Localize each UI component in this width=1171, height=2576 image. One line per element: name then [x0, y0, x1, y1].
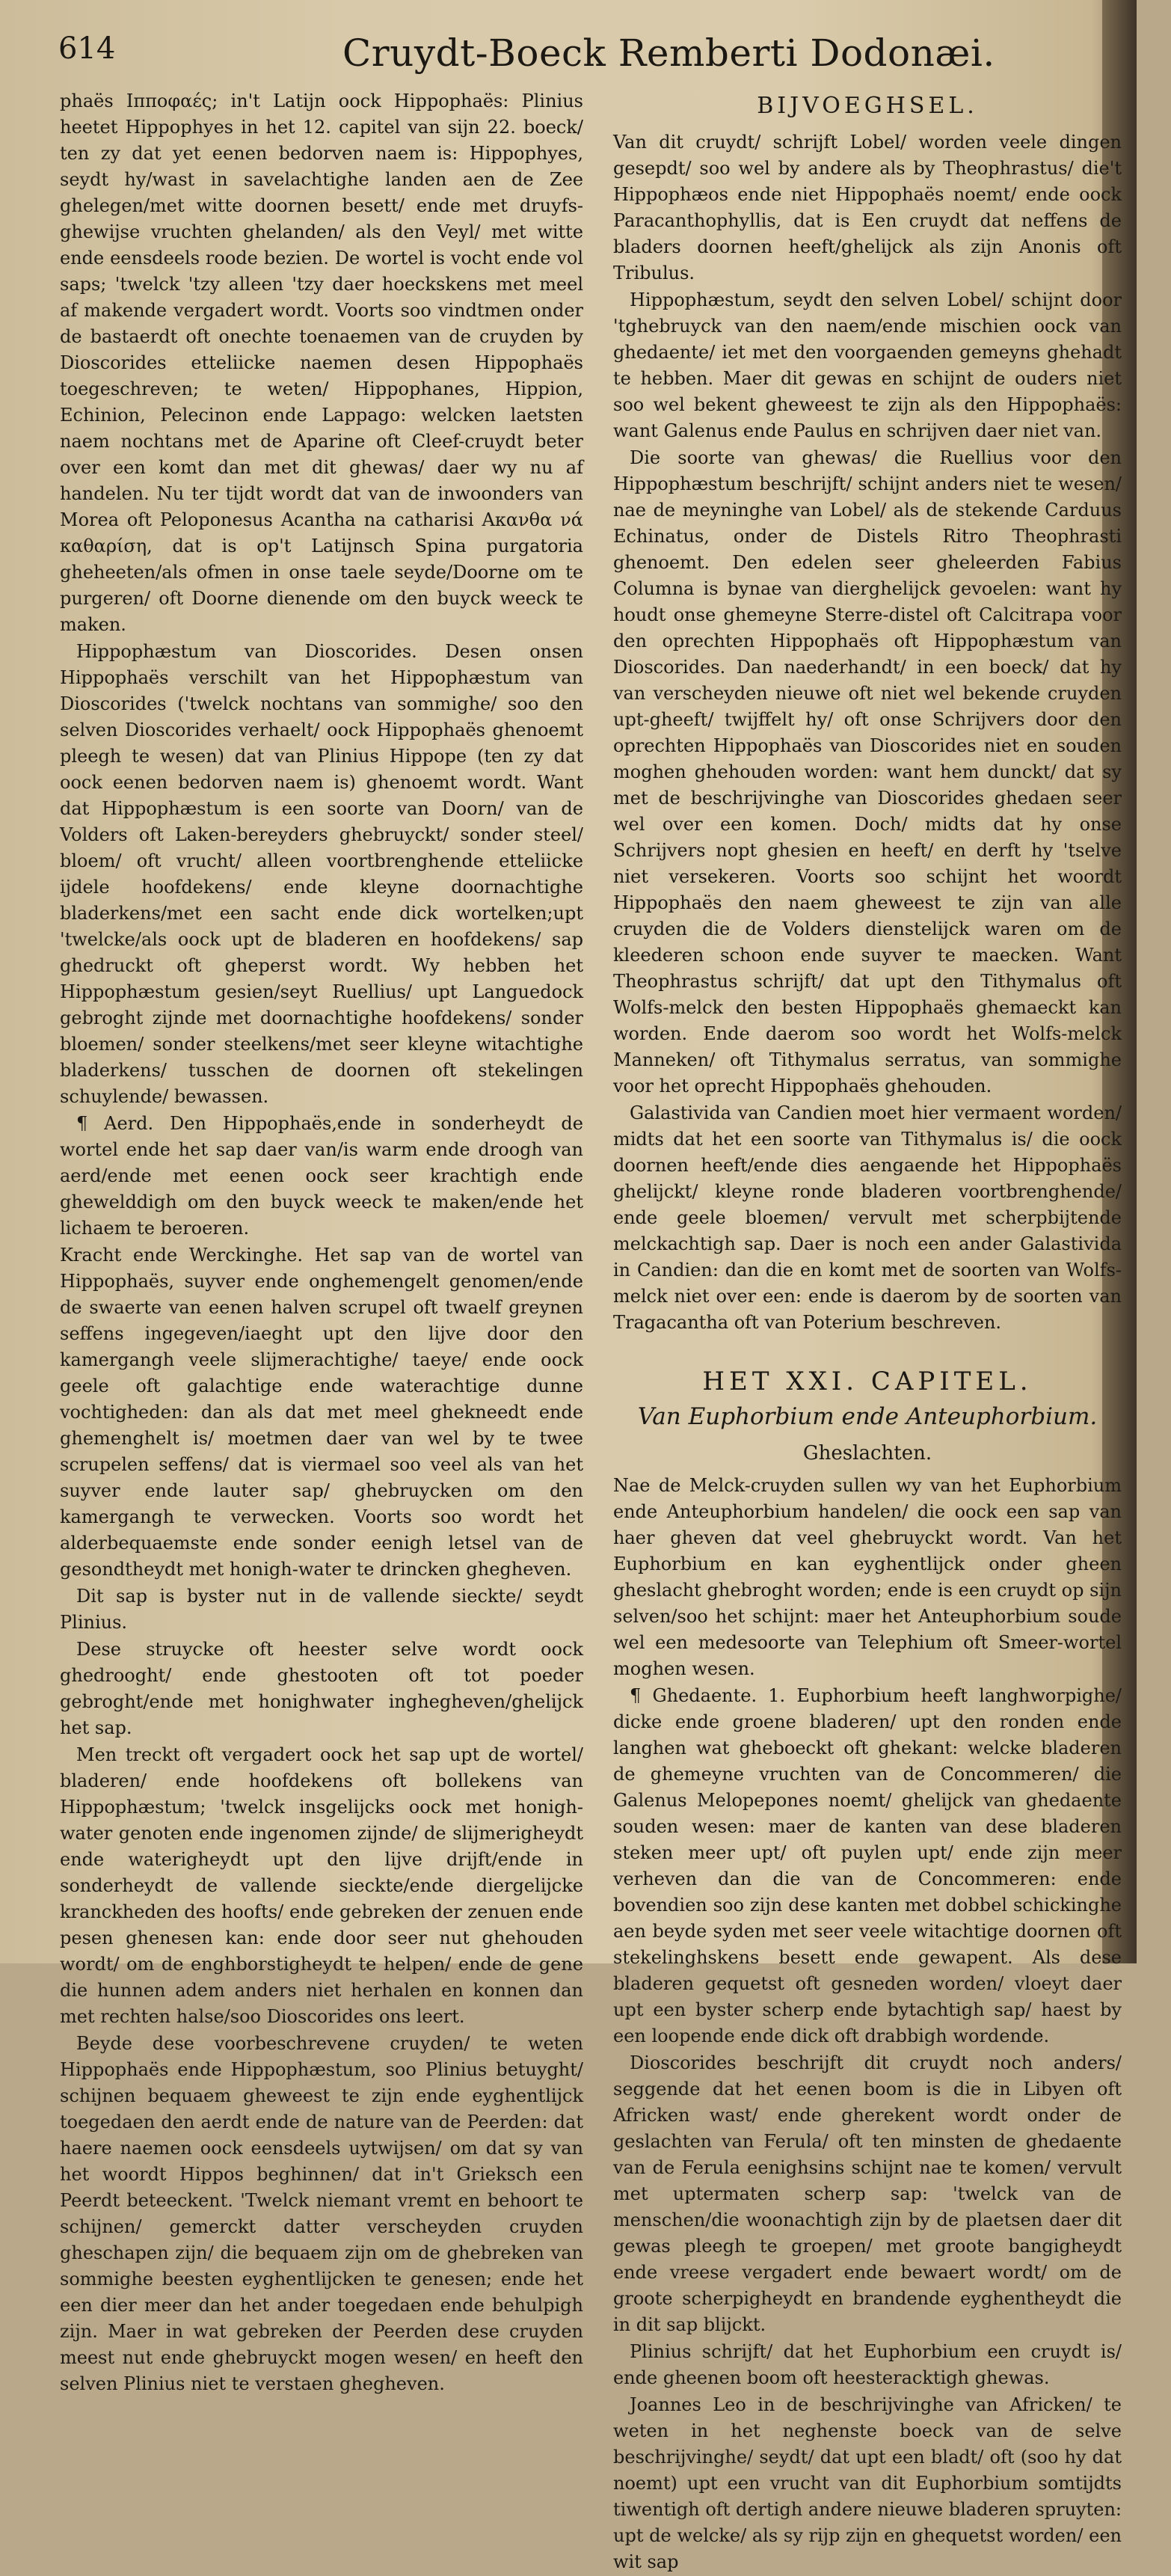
right-paragraph: Joannes Leo in de beschrijvinghe van Africken/ te weten in het neghenste boeck van de selve beschrijvinghe/ seydt/ dat upt een bladt/ oft (soo hy dat noemt) upt een vrucht van dit Euphorbium somtijdts tiwentigh oft dertigh andere nieuwe bladeren spruyten: upt de welcke/ als sy rijp zijn en ghequetst worden/ een wit sap — [613, 2394, 1122, 2572]
left-paragraph: ¶ Aerd. Den Hippophaës,ende in sonderheydt de wortel ende het sap daer van/is warm ende droogh van aerd/ende met eenen oock seer krachtigh ende ghewelddigh om den buyck weeck te maken/ende het lichaem te beroeren. — [60, 1113, 583, 1239]
right-paragraph: Plinius schrijft/ dat het Euphorbium een cruydt is/ ende gheenen boom oft heesteracktigh ghewas. — [613, 2341, 1122, 2388]
right-paragraph: Hippophæstum, seydt den selven Lobel/ schijnt door 'tghebruyck van den naem/ende mischien oock van ghedaente/ iet met den voorgaenden gemeyns ghehadt te hebben. Maer dit gewas en schijnt de ouders niet soo wel bekent gheweest te zijn als den Hippophaës: want Galenus ende Paulus en schrijven daer niet van. — [613, 289, 1122, 441]
right-paragraph: Die soorte van ghewas/ die Ruellius voor den Hippophæstum beschrijft/ schijnt anders niet te wesen/ nae de meyninghe van Lobel/ als de stekende Carduus Echinatus, onder de Distels Ritro Theophrasti ghenoemt. Den edelen seer gheleerden Fabius Columna is bynae van dierghelijck gevoelen: want hy houdt onse ghemeyne Sterre-distel oft Calcitrapa voor den oprechten Hippophaës oft Hippophæstum van Dioscorides. Dan naederhandt/ in een boeck/ dat hy van verscheyden nieuwe oft niet wel bekende cruyden upt-gheeft/ twijffelt hy/ oft onse Schrijvers door den oprechten Hippophaës van Dioscorides niet en souden moghen ghehouden worden: want hem dunckt/ dat sy met de beschrijvinghe van Dioscorides ghedaen seer wel over een komen. Doch/ midts dat hy onse Schrijvers nopt ghesien en heeft/ en derft hy 'tselve niet versekeren. Voorts soo schijnt het woordt Hippophaës den naem gheweest te zijn van alle cruyden die de Volders dienstelijck waren om de kleederen schoon ende suyver te maecken. Want Theophrastus schrijft/ dat upt den Tithymalus oft Wolfs-melck den besten Hippophaës ghemaeckt kan worden. Ende daerom soo wordt het Wolfs-melck Manneken/ oft Tithymalus serratus, van sommighe voor het oprecht Hippophaës ghehouden. — [613, 447, 1122, 1097]
addendum-heading: BIJVOEGHSEL. — [757, 93, 978, 119]
running-title: Cruydt-Boeck Remberti Dodonæi. — [342, 31, 995, 75]
left-paragraph: Hippophæstum van Dioscorides. Desen onsen Hippophaës verschilt van het Hippophæstum van Dioscorides ('twelck nochtans van sommighe/ soo den selven Dioscorides verhaelt/ oock Hippophaës ghenoemt pleegh te wesen) dat van Plinius Hippope (ten zy dat oock eenen bedorven naem is) ghenoemt wordt. Want dat Hippophæstum is een soorte van Doorn/ van de Volders oft Laken-bereyders ghebruyckt/ sonder steel/ bloem/ oft vrucht/ alleen voortbrenghende etteliicke ijdele hoofdekens/ ende kleyne doornachtighe bladerkens/met een sacht ende dick wortelken;upt 'twelcke/als oock upt de bladeren en hoofdekens/ sap ghedruckt oft gheperst wordt. Wy hebben het Hippophæstum gesien/seyt Ruellius/ upt Languedock gebroght zijnde met doornachtighe hoofdekens/ sonder bloemen/ sonder steelkens/met seer kleyne witachtighe bladerkens/ tusschen de doornen oft stekelingen schuylende/ bewassen. — [60, 641, 583, 1107]
right-paragraph: ¶ Ghedaente. 1. Euphorbium heeft langhworpighe/ dicke ende groene bladeren/ upt den ronden ende langhen wat gheboeckt oft ghekant: welcke bladeren de ghemeyne vruchten van de Concommeren/ die Galenus Melopepones noemt/ ghelijck van ghedaente souden wesen: maer de kanten van dese bladeren steken meer upt/ oft puylen upt/ ende zijn meer verheven dan die van de Concommeren: ende bovendien soo zijn dese kanten met dobbel schickinghe aen beyde syden met seer veele witachtige doornen oft stekelinghskens besett ende gewapent. Als dese bladeren gequetst oft gesneden worden/ vloeyt daer upt een byster scherp ende bytachtigh sap/ haest by een loopende ende dick oft drabbigh wordende. — [613, 1685, 1122, 2046]
right-paragraph: Van dit cruydt/ schrijft Lobel/ worden veele dingen gesepdt/ soo wel by andere als by Theophrastus/ die't Hippophæos ende niet Hippophaës noemt/ ende oock Paracanthophyllis, dat is Een cruydt dat neffens de bladers doornen heeft/ghelijck als zijn Anonis oft Tribulus. — [613, 132, 1122, 283]
left-paragraph: Beyde dese voorbeschrevene cruyden/ te weten Hippophaës ende Hippophæstum, soo Plinius betuyght/ schijnen bequaem gheweest te zijn ende eyghentlijck toegedaen den aerdt ende de nature van de Peerden: dat haere naemen oock eensdeels uytwijsen/ om dat sy van het woordt Hippos beghinnen/ dat in't Grieksch een Peerdt beteeckent. 'Twelck niemant vremt en behoort te schijnen/ gemerckt datter verscheyden cruyden gheschapen zijn/ die bequaem zijn om de ghebreken van sommighe beesten eyghentlijcken te genesen; ende het een dier meer dan het ander toegedaen ende behulpigh zijn. Maer in wat gebreken der Peerden dese cruyden meest nut ende ghebruyckt mogen wesen/ en heeft den selven Plinius niet te verstaen ghegheven. — [60, 2033, 583, 2394]
right-paragraph: Dioscorides beschrijft dit cruydt noch anders/ seggende dat het eenen boom is die in Libyen oft Africken wast/ ende gherekent wordt onder de geslachten van Ferula/ oft ten minsten de ghedaente van de Ferula eenighsins schijnt nae te komen/ vervult met uptermaten scherp sap: 'twelck van de menschen/die woonachtigh zijn by de plaetsen daer dit gewas pleegh te groepen/ met groote bangigheydt ende vreese vergadert ende bewaert wordt/ om de groote scherpigheydt en brandende eyghentheydt die in dit sap blijckt. — [613, 2052, 1122, 2335]
left-column — [60, 88, 583, 2398]
left-paragraph: Dese struycke oft heester selve wordt oock ghedrooght/ ende ghestooten oft tot poeder gebroght/ende met honighwater ingheghevеn/ghelijck het sap. — [60, 1639, 583, 1738]
right-column — [613, 88, 1122, 2576]
right-paragraph: Galastivida van Candien moet hier vermaent worden/ midts dat het een soorte van Tithymalus is/ die oock doornen heeft/ende dies aengaende het Hippophaës ghelijckt/ kleyne ronde bladeren voortbrenghende/ ende geele bloemen/ vervult met scherpbijtende melckachtigh sap. Daer is noch een ander Galastivida in Candien: dan die en komt met de soorten van Wolfs-melck niet over een: ende is daerom by de soorten van Tragacantha oft van Poterium beschreven. — [613, 1103, 1122, 1333]
page-number: 614 — [58, 31, 116, 66]
left-paragraph: Kracht ende Werckinghe. Het sap van de wortel van Hippophaës, suyver ende onghemengelt genomen/ende de swaerte van eenen halven scrupel oft twaelf greynen seffens ingegeven/iaeght upt den lijve door den kamergangh veele slijmerachtighe/ taeye/ ende oock geele oft galachtige ende waterachtige dunne vochtigheden: dan als dat met meel ghekneedt ende ghemenghelt is/ moetmen daer van wel by te twee scrupelen seffens/ dat is viermael soo veel als van het suyver ende lauter sap/ ghebruycken om den kamergangh te verwecken. Voorts soo wordt het alderbequaemste ende sonder eenigh letsel van de gesondtheydt met honigh-water te drincken ghegheven. — [60, 1245, 583, 1580]
page-header — [58, 31, 1105, 79]
right-paragraph: Nae de Melck-cruyden sullen wy van het Euphorbium ende Anteuphorbium handelen/ die oock een sap van haer gheven dat veel ghebruyckt wordt. Van het Euphorbium en kan eyghentlijck onder gheen gheslacht ghebroght worden; ende is een cruydt op sijn selven/soo het schijnt: maer het Anteuphorbium soude wel een medesoorte van Telephium oft Smeer-wortel moghen wesen. — [613, 1475, 1122, 1679]
section-heading: Gheslachten. — [802, 1442, 932, 1465]
chapter-title: HET XXI. CAPITEL. — [702, 1367, 1033, 1396]
left-paragraph: Dit sap is byster nut in de vallende sieckte/ seydt Plinius. — [60, 1586, 583, 1633]
left-paragraph: phaës Ιππoφαές; in't Latijn oock Hippophaës: Plinius heetet Hippophyes in het 12. capitel van sijn 22. boeck/ ten zy dat yet eenen bedorven naem is: Hippophyes, seydt hy/wast in savelachtighe landen aen de Zee ghelegen/met witte doornen besett/ ende met druyfs-ghewijse vruchten ghelanden/ als den Veyl/ met witte ende eensdeels roode bezien. De wortel is vocht ende vol saps; 'twelck 'tzy alleen 'tzy daer hoeckskens met meel af makende vergadert wordt. Voorts soo vindtmen onder de bastaerdt oft onechte toenaemen van de cruyden by Dioscorides etteliicke naemen desen Hippophaës toegeschreven; te weten/ Hippophanes, Hippion, Echinion, Pelecinon ende Lappago: welcken laetsten naem nochtans met de Aparine oft Cleef-cruydt beter over een komt dan met dit ghewas/ daer wy nu af handelen. Nu ter tijdt wordt dat van de inwoonders van Morea oft Peloponesus Acantha na catharisi Ακανθα νά καθαρίση, dat is op't Latijnsch Spina purgatoria gheheeten/als ofmen in onse taele seyde/Doorne om te purgeren/ oft Doorne dienende om den buyck weeck te maken. — [60, 91, 583, 635]
chapter-subtitle: Van Euphorbium ende Anteuphorbium. — [637, 1403, 1098, 1430]
left-paragraph: Men treckt oft vergadert oock het sap upt de wortel/ bladeren/ ende hoofdekens oft bollekens van Hippophæstum; 'twelck insgelijcks oock met honigh-water genoten ende ingenomen zijnde/ de slijmerigheydt ende waterigheydt upt den lijve drijft/ende in sonderheydt de vallende sieckte/ende diergelijcke kranckheden des hoofts/ ende gebreken der zenuen ende pesen ghenesen kan: ende door seer nut ghehouden wordt/ om de enghborstigheydt te helpen/ ende de gene die hunnen adem anders niet herhalen en konnen dan met rechten halse/soo Dioscorides ons leert. — [60, 1744, 583, 2027]
